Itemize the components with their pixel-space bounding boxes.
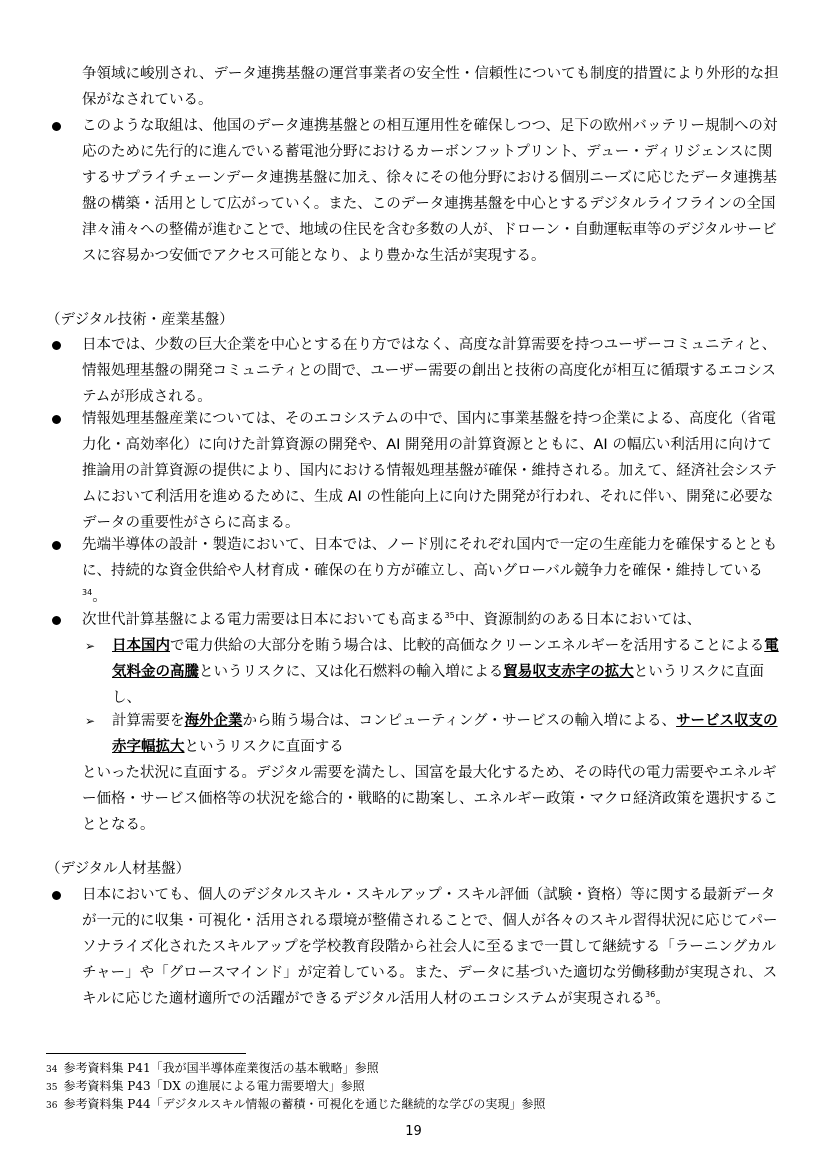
bullet-dot-icon: [52, 891, 61, 900]
section-heading-talent: （デジタル人材基盤）: [46, 861, 191, 877]
bullet-tech-3-text: 先端半導体の設計・製造において、日本では、ノード別にそれぞれ国内で一定の生産能力を確保するとともに、持続的な資金供給や人材育成・確保の在り方が確立し、高いグローバル競争力を確保・維持している: [82, 537, 778, 579]
bullet-dot-icon: [52, 541, 61, 550]
bullet-intro: [82, 113, 782, 269]
sub-item-domestic: ➢ 日本国内で電力供給の大部分を賄う場合は、比較的高価なクリーンエネルギーを活用することによる電気料金の高騰というリスクに、又は化石燃料の輸入増による貿易収支赤字の拡大というリスクに直面し、: [112, 633, 782, 711]
bullet-talent-1: 日本においても、個人のデジタルスキル・スキルアップ・スキル評価（試験・資格）等に関する最新データが一元的に収集・可視化・活用される環境が整備されることで、個人が各々のスキル習得状況に応じてパーソナライズ化されたスキルアップを学校教育段階から社会人に至るまで一貫して継続する「ラーニングカルチャー」や「グロースマインド」が定着している。また、データに基づいた適切な労働移動が実現され、スキルに応じた適材適所での活躍ができるデジタル活用人材のエコシステムが実現される$^{36}$。: [82, 882, 782, 1012]
closing-paragraph: といった状況に直面する。デジタル需要を満たし、国富を最大化するため、その時代の電力需要やエネルギー価格・サービス価格等の状況を総合的・戦略的に勘案し、エネルギー政策・マクロ経済政策を選択することとなる。: [82, 765, 778, 833]
footnote-ref-34[interactable]: 34: [82, 588, 93, 597]
footnote-34: 34 参考資料集 P41「我が国半導体産業復活の基本戦略」参照: [46, 1061, 379, 1075]
bullet-dot-icon: [52, 341, 61, 350]
sub-item-overseas: ➢ 計算需要を海外企業から賄う場合は、コンピューティング・サービスの輸入増による、サービス収支の赤字幅拡大というリスクに直面する: [112, 708, 782, 760]
footnote-ref-36[interactable]: 36: [645, 990, 656, 999]
arrowhead-bullet-icon: ➢: [85, 714, 96, 728]
bullet-tech-2: [82, 406, 782, 536]
bullet-tech-1: [82, 332, 782, 410]
intro-paragraph: 争領域に峻別され、データ連携基盤の運営事業者の安全性・信頼性についても制度的措置により外形的な担保がなされている。: [82, 66, 779, 108]
bullet-talent-1-text: 日本においても、個人のデジタルスキル・スキルアップ・スキル評価（試験・資格）等に関する最新データが一元的に収集・可視化・活用される環境が整備されることで、個人が各々のスキル習得状況に応じてパーソナライズ化されたスキルアップを学校教育段階から社会人に至るまで一貫して継続する「ラーニングカルチャー」や「グロースマインド」が定着している。また、データに基づいた適切な労働移動が実現され、スキルに応じた適材適所での活躍ができるデジタル活用人材のエコシステムが実現される: [82, 887, 778, 1007]
footnote-ref-35[interactable]: 35: [444, 611, 455, 620]
bullet-tech-3: 先端半導体の設計・製造において、日本では、ノード別にそれぞれ国内で一定の生産能力を確保するとともに、持続的な資金供給や人材育成・確保の在り方が確立し、高いグローバル競争力を確保・維持している$^{34}$。: [82, 532, 782, 610]
bullet-dot-icon: [52, 122, 61, 131]
footnote-35: 35 参考資料集 P43「DX の進展による電力需要増大」参照: [46, 1079, 365, 1093]
bullet-tech-4: 次世代計算基盤による電力需要は日本においても高まる$^{35}$中、資源制約のある日本においては、: [82, 607, 782, 633]
bullet-intro-text: このような取組は、他国のデータ連携基盤との相互運用性を確保しつつ、足下の欧州バッテリー規制への対応のために先行的に進んでいる蓄電池分野におけるカーボンフットプリント、デュー・ディリジェンスに関するサプライチェーンデータ連携基盤に加え、徐々にその他分野における個別ニーズに応じたデータ連携基盤の構築・活用として広がっていく。また、このデータ連携基盤を中心とするデジタルライフラインの全国津々浦々への整備が進むことで、地域の住民を含む多数の人が、ドローン・自動運転車等のデジタルサービスに容易かつ安価でアクセス可能となり、より豊かな生活が実現する。: [82, 118, 778, 264]
section-heading-tech: （デジタル技術・産業基盤）: [46, 312, 234, 328]
bullet-dot-icon: [52, 415, 61, 424]
footnote-divider: [46, 1053, 246, 1054]
bullet-tech-2-text: 情報処理基盤産業については、そのエコシステムの中で、国内に事業基盤を持つ企業による、高度化（省電力化・高効率化）に向けた計算資源の開発や、AI 開発用の計算資源とともに、AI の幅広い利活用に向けて推論用の計算資源の提供により、国内における情報処理基盤が確保・維持される。加えて、経済社会システムにおいて利活用を進めるために、生成 AI の性能向上に向けた開発が行われ、それに伴い、開発に必要なデータの重要性がさらに高まる。: [82, 411, 777, 531]
bullet-tech-1-text: 日本では、少数の巨大企業を中心とする在り方ではなく、高度な計算需要を持つユーザーコミュニティと、情報処理基盤の開発コミュニティとの間で、ユーザー需要の創出と技術の高度化が相互に循環するエコシステムが形成される。: [82, 337, 777, 405]
footnote-36: 36 参考資料集 P44「デジタルスキル情報の蓄積・可視化を通じた継続的な学びの実現」参照: [46, 1097, 546, 1111]
arrowhead-bullet-icon: ➢: [85, 639, 96, 653]
bullet-dot-icon: [52, 616, 61, 625]
page-number: 19: [405, 1124, 422, 1139]
